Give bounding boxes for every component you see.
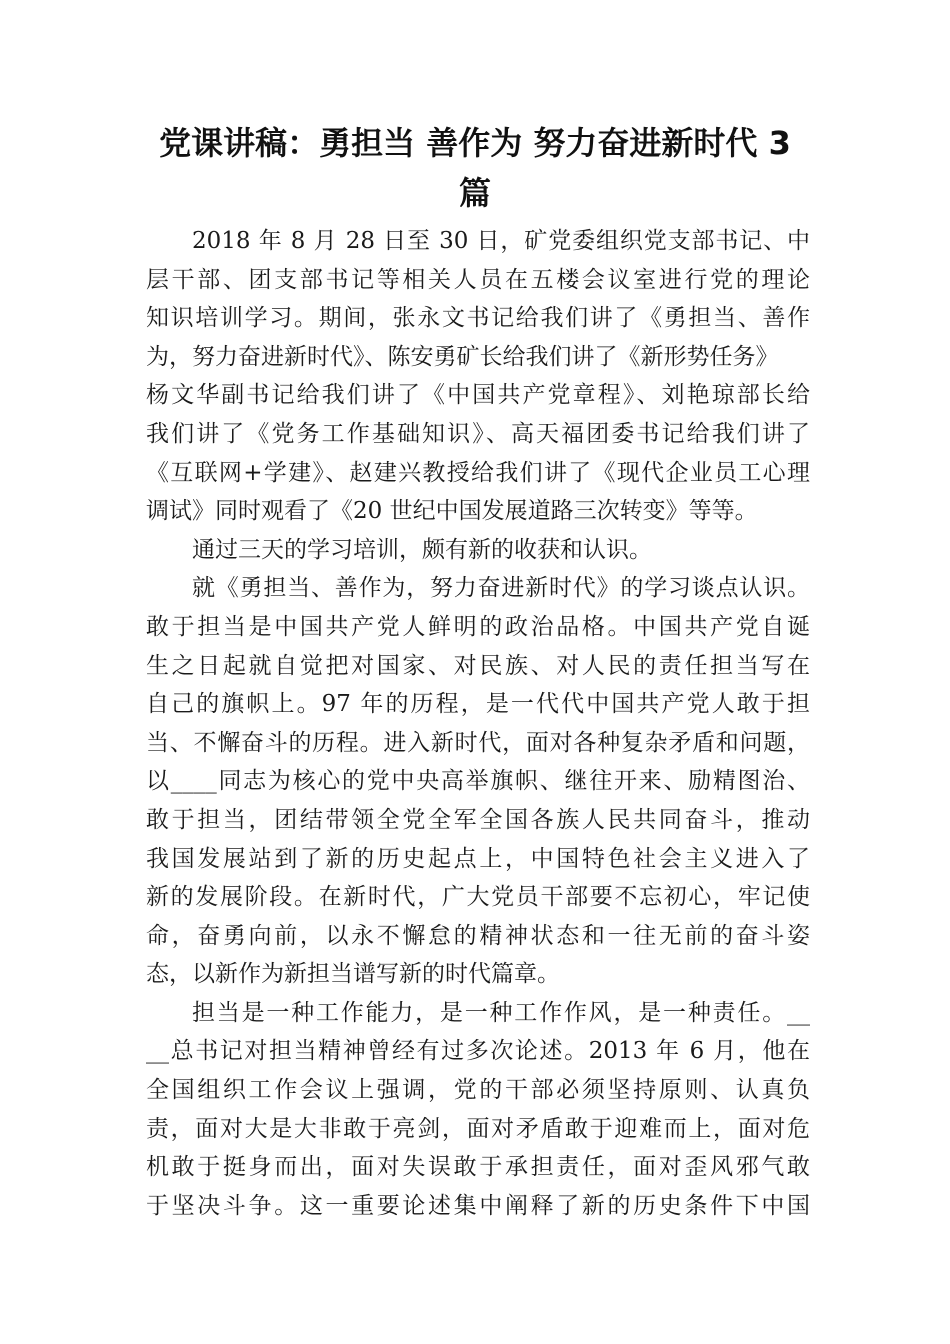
body-line: 就《勇担当、善作为，努力奋进新时代》的学习谈点认识。 <box>192 575 810 602</box>
body-line: 我们讲了《党务工作基础知识》、高天福团委书记给我们讲了 <box>146 420 810 447</box>
document-body <box>146 222 810 1225</box>
body-line: 担当是一种工作能力，是一种工作作风，是一种责任。__ <box>192 999 810 1026</box>
body-line: 命，奋勇向前，以永不懈怠的精神状态和一往无前的奋斗姿 <box>146 922 810 949</box>
body-line: 杨文华副书记给我们讲了《中国共产党章程》、刘艳琼部长给 <box>146 382 810 409</box>
body-line: 《互联网+学建》、赵建兴教授给我们讲了《现代企业员工心理 <box>146 459 810 486</box>
title-line-1: 党课讲稿：勇担当 善作为 努力奋进新时代 3 <box>159 124 791 162</box>
body-line: 新的发展阶段。在新时代，广大党员干部要不忘初心，牢记使 <box>146 884 810 911</box>
body-line: __总书记对担当精神曾经有过多次论述。2013 年 6 月，他在 <box>146 1038 810 1065</box>
body-line: 以____同志为核心的党中央高举旗帜、继往开来、励精图治、 <box>146 768 810 795</box>
body-line: 敢于担当，团结带领全党全军全国各族人民共同奋斗，推动 <box>146 806 810 833</box>
body-line: 态，以新作为新担当谱写新的时代篇章。 <box>146 961 560 988</box>
body-line: 调试》同时观看了《20 世纪中国发展道路三次转变》等等。 <box>146 498 758 525</box>
body-line: 为，努力奋进新时代》、陈安勇矿长给我们讲了《新形势任务》 <box>146 343 779 370</box>
body-line: 知识培训学习。期间，张永文书记给我们讲了《勇担当、善作 <box>146 305 810 332</box>
body-line: 层干部、团支部书记等相关人员在五楼会议室进行党的理论 <box>146 266 810 293</box>
body-line: 通过三天的学习培训，颇有新的收获和认识。 <box>192 536 652 563</box>
body-line: 全国组织工作会议上强调，党的干部必须坚持原则、认真负 <box>146 1077 810 1104</box>
body-line: 敢于担当是中国共产党人鲜明的政治品格。中国共产党自诞 <box>146 613 810 640</box>
body-line: 机敢于挺身而出，面对失误敢于承担责任，面对歪风邪气敢 <box>146 1154 810 1181</box>
body-line: 自己的旗帜上。97 年的历程，是一代代中国共产党人敢于担 <box>146 691 810 718</box>
body-line: 2018 年 8 月 28 日至 30 日，矿党委组织党支部书记、中 <box>192 228 810 254</box>
body-line: 责，面对大是大非敢于亮剑，面对矛盾敢于迎难而上，面对危 <box>146 1115 810 1142</box>
title-line-2: 篇 <box>458 174 491 212</box>
body-line: 我国发展站到了新的历史起点上，中国特色社会主义进入了 <box>146 845 810 872</box>
body-line: 生之日起就自觉把对国家、对民族、对人民的责任担当写在 <box>146 652 810 679</box>
body-line: 于坚决斗争。这一重要论述集中阐释了新的历史条件下中国 <box>146 1192 810 1219</box>
document-title <box>120 118 830 218</box>
body-line: 当、不懈奋斗的历程。进入新时代，面对各种复杂矛盾和问题， <box>146 729 810 756</box>
